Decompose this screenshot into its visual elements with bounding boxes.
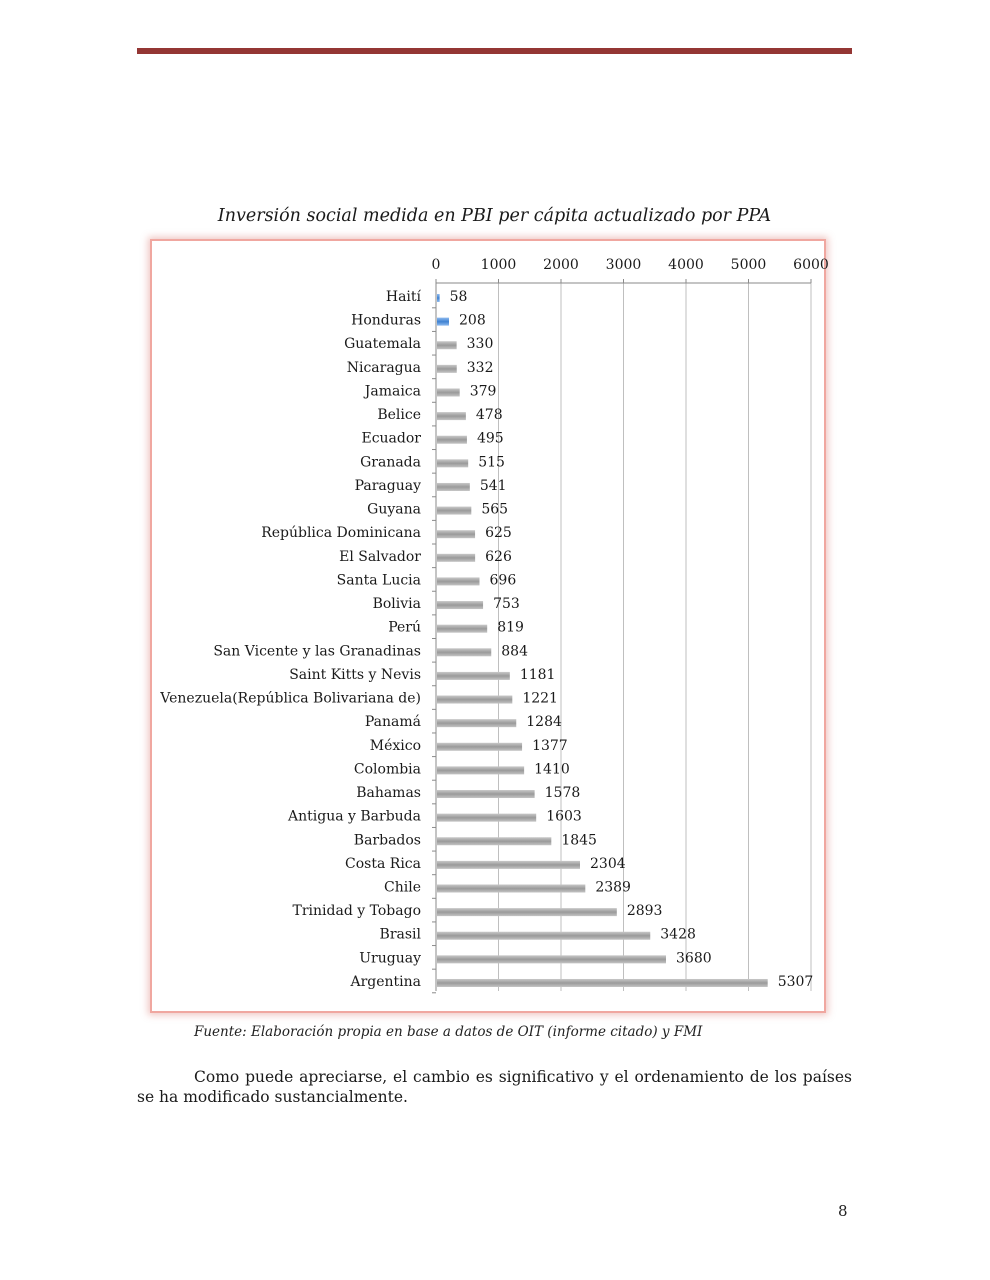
chart-frame: [150, 239, 829, 1013]
value-label: 565: [481, 501, 509, 518]
value-label: 884: [501, 643, 528, 660]
category-label: Paraguay: [354, 477, 421, 494]
value-label: 3680: [676, 950, 712, 967]
value-label: 330: [466, 336, 494, 353]
category-label: El Salvador: [339, 548, 421, 565]
x-tick-label: 5000: [730, 257, 767, 273]
bar: [437, 412, 466, 420]
bar: [437, 861, 580, 869]
category-label: Panamá: [364, 714, 421, 731]
category-label: Bolivia: [372, 596, 421, 613]
bar: [437, 766, 524, 774]
category-label: Perú: [388, 619, 421, 636]
value-label: 2893: [626, 903, 663, 920]
bar: [437, 955, 666, 963]
value-label: 626: [485, 548, 512, 565]
bar: [437, 885, 585, 893]
category-label: Bahamas: [356, 785, 421, 802]
value-label: 515: [478, 454, 505, 471]
category-label: Jamaica: [364, 383, 421, 400]
category-label: Argentina: [350, 973, 421, 990]
category-label: Colombia: [353, 761, 421, 778]
bar: [437, 436, 467, 444]
page-number: 8: [838, 1202, 848, 1220]
bar: [437, 601, 483, 609]
bar: [437, 719, 516, 727]
category-label: Chile: [384, 879, 421, 896]
value-label: 208: [459, 312, 486, 329]
bar: [437, 530, 475, 538]
bar: [437, 625, 487, 633]
value-label: 1284: [526, 714, 562, 731]
value-label: 1845: [561, 832, 597, 849]
category-label: Trinidad y Tobago: [292, 903, 421, 920]
category-label: Granada: [360, 454, 421, 471]
bar: [437, 365, 457, 373]
value-label: 379: [469, 383, 497, 400]
value-label: 1377: [532, 737, 568, 754]
category-label: Venezuela(República Bolivariana de): [160, 690, 421, 707]
x-tick-label: 6000: [793, 257, 829, 273]
bar: [437, 483, 470, 491]
value-label: 541: [479, 477, 507, 494]
bar: [437, 341, 457, 349]
bar: [437, 459, 468, 467]
category-label: República Dominicana: [261, 525, 421, 542]
bar: [437, 294, 440, 302]
category-label: Nicaragua: [346, 359, 421, 376]
bar-chart: [152, 241, 829, 1011]
category-label: Barbados: [353, 832, 421, 849]
category-label: Guyana: [367, 501, 421, 518]
x-tick-label: 4000: [668, 257, 704, 273]
bar: [437, 696, 512, 704]
category-label: Antigua y Barbuda: [288, 808, 421, 825]
x-tick-label: 2000: [543, 257, 579, 273]
bar: [437, 507, 471, 515]
bar: [437, 837, 551, 845]
value-label: 753: [493, 596, 520, 613]
bar: [437, 554, 475, 562]
value-label: 1578: [544, 785, 581, 802]
bar: [437, 979, 768, 987]
value-label: 819: [497, 619, 524, 636]
category-label: México: [369, 737, 421, 754]
top-rule: [137, 48, 852, 54]
value-label: 696: [489, 572, 517, 589]
value-label: 58: [449, 289, 468, 305]
category-label: Costa Rica: [345, 855, 421, 872]
bar: [437, 318, 449, 326]
bar: [437, 648, 491, 656]
category-label: Haití: [385, 289, 421, 305]
category-label: Brasil: [379, 926, 421, 943]
value-label: 2304: [590, 855, 626, 872]
category-label: Uruguay: [359, 950, 421, 967]
value-label: 1410: [534, 761, 570, 778]
chart-title: Inversión social medida en PBI per cápita actualizado por PPA: [217, 206, 772, 226]
category-label: Saint Kitts y Nevis: [289, 666, 421, 683]
bar: [437, 908, 617, 916]
bar: [437, 577, 480, 585]
value-label: 478: [475, 407, 503, 424]
category-label: San Vicente y las Granadinas: [213, 643, 421, 660]
x-tick-label: 1000: [480, 257, 517, 273]
value-label: 495: [476, 430, 504, 447]
bar: [437, 932, 650, 940]
category-label: Ecuador: [361, 430, 421, 447]
source-note: Fuente: Elaboración propia en base a datos de OIT (informe citado) y FMI: [194, 1024, 703, 1040]
value-label: 332: [466, 359, 494, 376]
bar: [437, 790, 535, 798]
category-label: Honduras: [351, 312, 421, 329]
bar: [437, 814, 536, 822]
bar: [437, 672, 510, 680]
value-label: 1603: [546, 808, 582, 825]
value-label: 625: [485, 525, 512, 542]
bar: [437, 388, 460, 396]
category-label: Guatemala: [344, 336, 421, 353]
value-label: 3428: [660, 926, 696, 943]
value-label: 1181: [519, 666, 556, 683]
value-label: 1221: [522, 690, 558, 707]
x-tick-label: 0: [431, 257, 441, 273]
bar: [437, 743, 522, 751]
category-label: Santa Lucia: [336, 572, 421, 589]
value-label: 5307: [777, 973, 814, 990]
x-tick-label: 3000: [605, 257, 642, 273]
value-label: 2389: [595, 879, 631, 896]
body-paragraph: Como puede apreciarse, el cambio es significativo y el ordenamiento de los países se ha modificado sustancialmente.: [137, 1068, 852, 1106]
category-label: Belice: [377, 407, 421, 424]
